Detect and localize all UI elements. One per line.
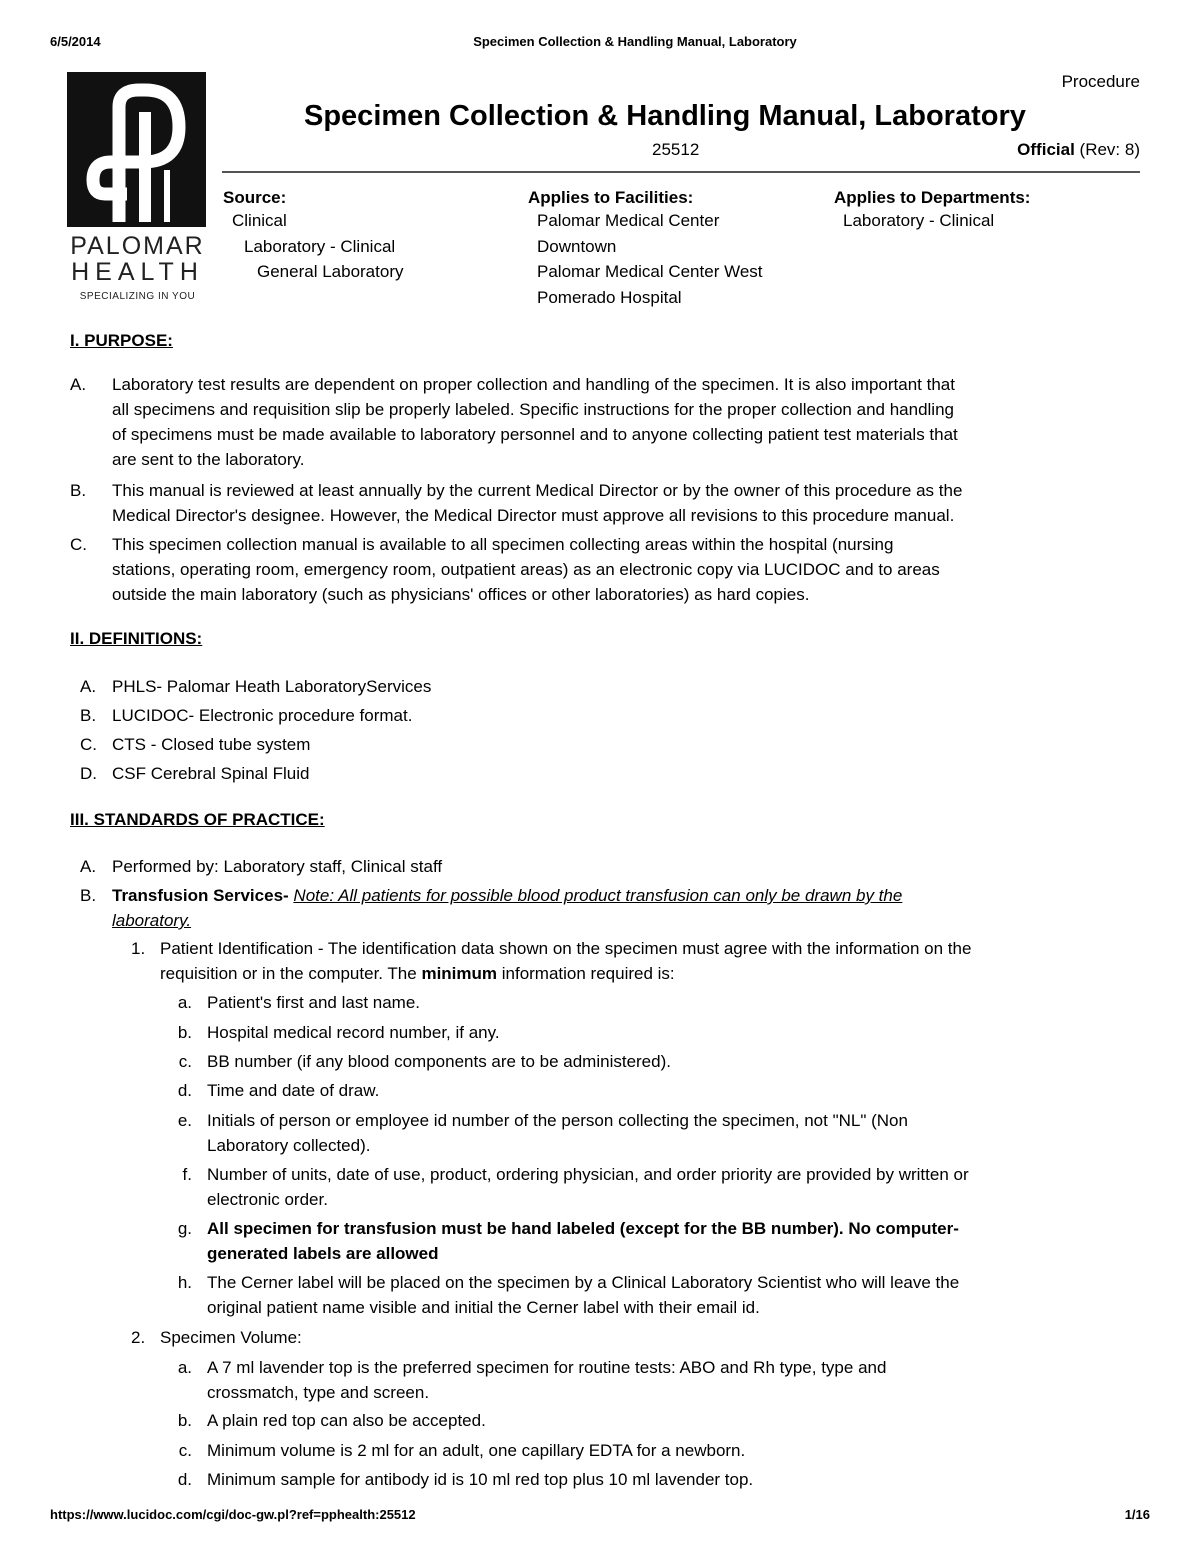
item-label: B. xyxy=(70,481,87,500)
minimum-emphasis: minimum xyxy=(421,964,498,983)
document-number: 25512 xyxy=(652,140,700,159)
item-label: 2. xyxy=(131,1328,146,1347)
text-line: Time and date of draw. xyxy=(207,1081,380,1100)
facility-line: Palomar Medical Center West xyxy=(537,262,763,281)
standards-item-a xyxy=(80,854,442,879)
text-line: Patient's first and last name. xyxy=(207,993,421,1012)
print-footer-url[interactable]: https://www.lucidoc.com/cgi/doc-gw.pl?ref=pphealth:25512 xyxy=(50,1507,416,1522)
departments-column xyxy=(834,188,1030,234)
facility-line: Pomerado Hospital xyxy=(537,287,682,307)
transfusion-services-label: Transfusion Services- xyxy=(112,886,289,905)
item-text: requisition or in the computer. The xyxy=(160,964,422,983)
print-date: 6/5/2014 xyxy=(50,34,101,49)
item-label: h. xyxy=(177,1273,192,1292)
section-heading-standards: III. STANDARDS OF PRACTICE: xyxy=(70,810,325,829)
facility-line: Palomar Medical Center xyxy=(537,211,720,230)
specimen-volume xyxy=(131,1325,302,1350)
department-line: Laboratory - Clinical xyxy=(843,211,995,230)
transfusion-note-cont: laboratory. xyxy=(112,911,192,930)
item-label: b. xyxy=(177,1411,192,1430)
document-status xyxy=(1017,140,1140,160)
text-line: Minimum volume is 2 ml for an adult, one capillary EDTA for a newborn. xyxy=(207,1441,746,1460)
text-line: This specimen collection manual is available to all specimen collecting areas within the hospital (nursing xyxy=(112,535,894,554)
definition-text: LUCIDOC- Electronic procedure format. xyxy=(112,706,413,725)
item-label: e. xyxy=(177,1111,192,1130)
definition-text: PHLS- Palomar Heath LaboratoryServices xyxy=(112,677,432,696)
item-label: C. xyxy=(80,735,97,754)
facilities-heading: Applies to Facilities: xyxy=(528,188,694,207)
text-line: Medical Director's designee. However, the Medical Director must approve all revisions to this procedure manual. xyxy=(112,506,955,525)
source-column xyxy=(223,188,403,285)
item-label: B. xyxy=(80,706,97,725)
item-label: d. xyxy=(177,1081,192,1100)
item-label: A. xyxy=(70,375,87,394)
item-text: information required is: xyxy=(497,964,675,983)
departments-heading: Applies to Departments: xyxy=(834,188,1031,207)
definitions-list xyxy=(0,674,1200,784)
revision-label: (Rev: 8) xyxy=(1079,140,1140,159)
facility-line: Downtown xyxy=(537,236,617,256)
standards-item-b xyxy=(80,883,902,933)
section-heading-definitions: II. DEFINITIONS: xyxy=(70,629,203,648)
document-title: Specimen Collection & Handling Manual, Laboratory xyxy=(304,100,1026,132)
text-line: Laboratory test results are dependent on proper collection and handling of the specimen. It is also important that xyxy=(112,375,955,394)
item-label: c. xyxy=(178,1441,192,1460)
header-divider xyxy=(222,171,1140,173)
item-text: Performed by: Laboratory staff, Clinical staff xyxy=(112,857,443,876)
text-line: original patient name visible and initial the Cerner label with their email id. xyxy=(207,1298,760,1317)
print-header-title: Specimen Collection & Handling Manual, Laboratory xyxy=(473,34,797,49)
text-line: of specimens must be made available to laboratory personnel and to anyone collecting patient test materials that xyxy=(112,425,958,444)
logo-tagline: SPECIALIZING IN YOU xyxy=(79,291,196,302)
text-line: Initials of person or employee id number of the person collecting the specimen, not "NL" (Non xyxy=(207,1111,908,1130)
source-heading: Source: xyxy=(223,188,287,207)
source-line: General Laboratory xyxy=(257,262,404,281)
item-label: g. xyxy=(177,1219,192,1238)
section-heading-purpose: I. PURPOSE: xyxy=(70,331,173,350)
text-line: electronic order. xyxy=(207,1190,328,1209)
text-line: all specimens and requisition slip be properly labeled. Specific instructions for the proper collection and handling xyxy=(112,400,954,419)
item-label: a. xyxy=(177,1358,192,1377)
text-line: generated labels are allowed xyxy=(207,1244,439,1263)
text-line: outside the main laboratory (such as physicians' offices or other laboratories) as hard copies. xyxy=(112,585,810,604)
text-line: A plain red top can also be accepted. xyxy=(207,1411,486,1430)
item-label: A. xyxy=(80,677,97,696)
text-line: All specimen for transfusion must be hand labeled (except for the BB number). No computer- xyxy=(207,1219,959,1238)
text-line: Laboratory collected). xyxy=(207,1136,371,1155)
item-text: Specimen Volume: xyxy=(160,1328,302,1347)
text-line: The Cerner label will be placed on the specimen by a Clinical Laboratory Scientist who will leave the xyxy=(207,1273,960,1292)
item-label: f. xyxy=(182,1165,192,1184)
facilities-column xyxy=(528,188,763,310)
source-line: Clinical xyxy=(232,211,287,230)
item-label: d. xyxy=(177,1470,192,1489)
logo-name-line2: HEALTH xyxy=(71,258,204,286)
item-label: c. xyxy=(178,1052,192,1071)
item-label: A. xyxy=(80,857,97,876)
document-type: Procedure xyxy=(1061,72,1140,91)
item-label: D. xyxy=(80,764,97,783)
text-line: BB number (if any blood components are to be administered). xyxy=(207,1052,671,1071)
text-line: Number of units, date of use, product, ordering physician, and order priority are provided by written or xyxy=(207,1165,969,1184)
item-label: C. xyxy=(70,535,87,554)
text-line: A 7 ml lavender top is the preferred specimen for routine tests: ABO and Rh type, type and xyxy=(207,1358,887,1377)
logo-name-line1: PALOMAR xyxy=(70,232,205,260)
text-line: are sent to the laboratory. xyxy=(112,450,305,469)
source-line: Laboratory - Clinical xyxy=(244,236,396,256)
item-label: 1. xyxy=(131,939,146,958)
palomar-logo-icon xyxy=(67,72,206,227)
item-text: Patient Identification - The identification data shown on the specimen must agree with the information on the xyxy=(160,939,972,958)
item-label: b. xyxy=(177,1023,192,1042)
text-line: crossmatch, type and screen. xyxy=(207,1383,430,1402)
patient-identification xyxy=(131,936,971,986)
text-line: stations, operating room, emergency room, outpatient areas) as an electronic copy via LUCIDOC and to areas xyxy=(112,560,940,579)
page-number: 1/16 xyxy=(1124,1507,1150,1522)
item-label: a. xyxy=(177,993,192,1012)
logo-wordmark xyxy=(60,233,215,285)
text-line: Minimum sample for antibody id is 10 ml red top plus 10 ml lavender top. xyxy=(207,1470,754,1489)
status-label: Official xyxy=(1017,140,1075,159)
text-line: Hospital medical record number, if any. xyxy=(207,1023,500,1042)
text-line: This manual is reviewed at least annually by the current Medical Director or by the owner of this procedure as the xyxy=(112,481,963,500)
item-label: B. xyxy=(80,886,97,905)
transfusion-note: Note: All patients for possible blood product transfusion can only be drawn by the xyxy=(293,886,903,905)
definition-text: CTS - Closed tube system xyxy=(112,735,311,754)
definition-text: CSF Cerebral Spinal Fluid xyxy=(112,764,310,783)
